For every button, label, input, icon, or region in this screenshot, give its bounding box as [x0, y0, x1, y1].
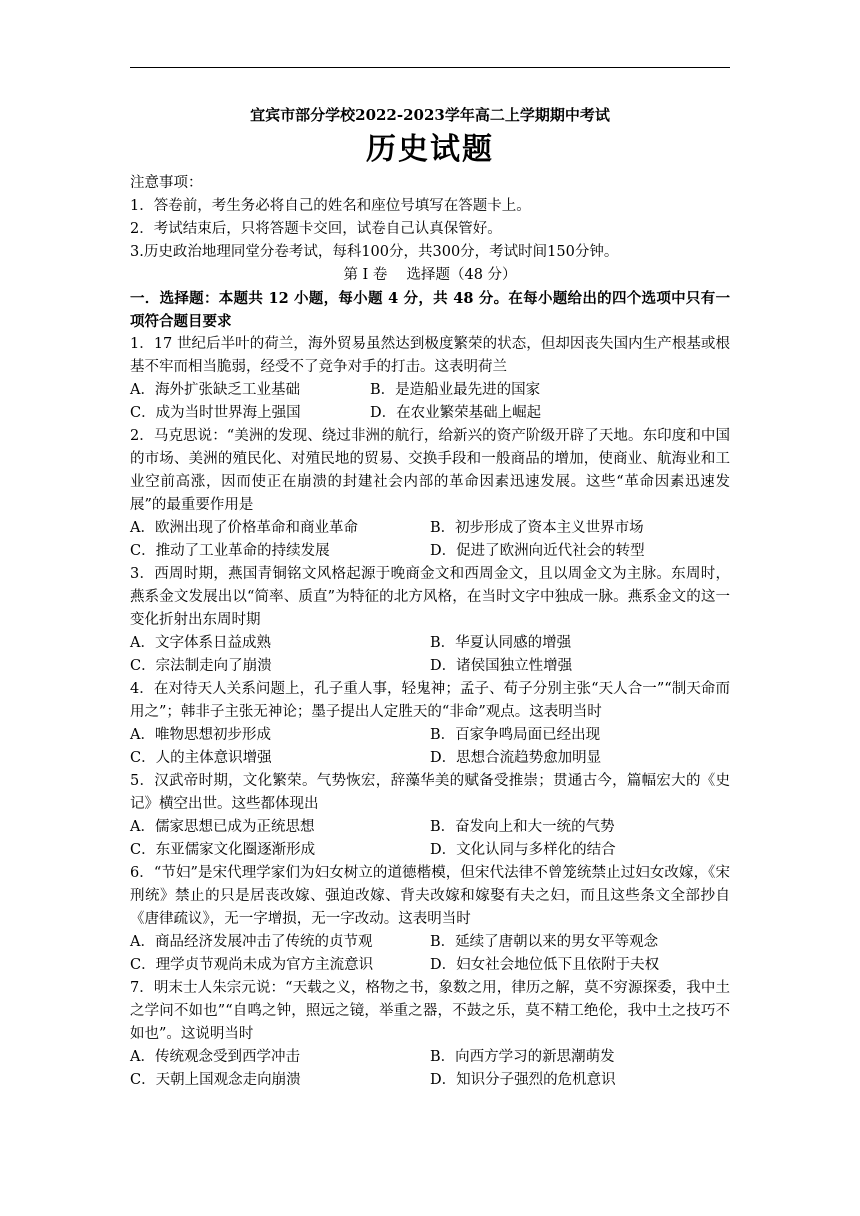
exam-subtitle: 宜宾市部分学校2022-2023学年高二上学期期中考试 [250, 106, 610, 124]
note-item: 2．考试结束后，只将答题卡交回，试卷自己认真保管好。 [130, 221, 502, 237]
question-stem-6: 6．“节妇”是宋代理学家们为妇女树立的道德楷模，但宋代法律不曾笼统禁止过妇女改嫁，《宋刑统》禁止的只是居丧改嫁、强迫改嫁、背夫改嫁和嫁娶有夫之妇，而且这些条文全部抄自《唐律疏议》，无一字增损，无一字改动。这表明当时 [130, 865, 730, 927]
notes-heading: 注意事项： [130, 175, 203, 191]
option-b: B．百家争鸣局面已经出现 [430, 727, 601, 743]
option-d: D．文化认同与多样化的结合 [430, 842, 616, 858]
question-stem-3: 3．西周时期，燕国青铜铭文风格起源于晚商金文和西周金文，且以周金文为主脉。东周时，燕系金文发展出以“简率、质直”为特征的北方风格，在当时文字中独成一脉。燕系金文的这一变化折射出东周时期 [130, 566, 730, 628]
exam-page [130, 100, 730, 1092]
note-item: 3.历史政治地理同堂分卷考试，每科100分，共300分，考试时间150分钟。 [130, 244, 619, 260]
section-heading: 第 I 卷 选择题（48 分） [343, 267, 517, 283]
option-c: C．东亚儒家文化圈逐渐形成 [130, 842, 316, 858]
option-d: D．在农业繁荣基础上崛起 [370, 405, 542, 421]
question-stem-7: 7．明末士人朱宗元说：“天载之义，格物之书，象数之用，律历之解，莫不穷源探委，我中土之学问不如也”“自鸣之钟，照远之镜，举重之器，不鼓之乐，莫不精工绝伦，我中土之技巧不如也”。这说明当时 [130, 980, 730, 1042]
option-a: A．文字体系日益成熟 [130, 635, 271, 651]
question-stem-2: 2．马克思说：“美洲的发现、绕过非洲的航行，给新兴的资产阶级开辟了天地。东印度和中国的市场、美洲的殖民化、对殖民地的贸易、交换手段和一般商品的增加，使商业、航海业和工业空前高涨，因而使正在崩溃的封建社会内部的革命因素迅速发展。这些“革命因素迅速发展”的最重要作用是 [130, 428, 730, 513]
option-b: B．奋发向上和大一统的气势 [430, 819, 615, 835]
option-a: A．商品经济发展冲击了传统的贞节观 [130, 934, 373, 950]
question-options-6 [130, 931, 730, 977]
option-a: A．传统观念受到西学冲击 [130, 1049, 300, 1065]
option-c: C．理学贞节观尚未成为官方主流意识 [130, 957, 374, 973]
header-rule [130, 67, 730, 68]
question-options-1 [130, 379, 730, 425]
option-b: B．初步形成了资本主义世界市场 [430, 520, 644, 536]
question-options-4 [130, 724, 730, 770]
exam-title: 历史试题 [366, 132, 494, 167]
option-c: C．推动了工业革命的持续发展 [130, 543, 330, 559]
option-a: A．儒家思想已成为正统思想 [130, 819, 315, 835]
option-c: C．天朝上国观念走向崩溃 [130, 1072, 301, 1088]
option-b: B．是造船业最先进的国家 [370, 382, 541, 398]
option-c: C．人的主体意识增强 [130, 750, 272, 766]
note-item: 1．答卷前，考生务必将自己的姓名和座位号填写在答题卡上。 [130, 198, 531, 214]
option-b: B．向西方学习的新思潮萌发 [430, 1049, 615, 1065]
question-options-2 [130, 517, 730, 563]
option-b: B．华夏认同感的增强 [430, 635, 572, 651]
option-a: A．唯物思想初步形成 [130, 727, 271, 743]
question-stem-4: 4．在对待天人关系问题上，孔子重人事，轻鬼神；孟子、荀子分别主张“天人合一”“制天命而用之”；韩非子主张无神论；墨子提出人定胜天的“非命”观点。这表明当时 [130, 681, 730, 720]
question-stem-5: 5．汉武帝时期，文化繁荣。气势恢宏，辞藻华美的赋备受推崇；贯通古今，篇幅宏大的《史记》横空出世。这些都体现出 [130, 773, 730, 812]
option-a: A．海外扩张缺乏工业基础 [130, 382, 300, 398]
question-options-5 [130, 816, 730, 862]
option-c: C．成为当时世界海上强国 [130, 405, 301, 421]
question-options-7 [130, 1046, 730, 1092]
question-stem-1: 1．17 世纪后半叶的荷兰，海外贸易虽然达到极度繁荣的状态，但却因丧失国内生产根基或根基不牢而相当脆弱，经受不了竞争对手的打击。这表明荷兰 [130, 336, 730, 375]
option-c: C．宗法制走向了崩溃 [130, 658, 272, 674]
option-d: D．诸侯国独立性增强 [430, 658, 573, 674]
option-d: D．促进了欧洲向近代社会的转型 [430, 543, 645, 559]
option-d: D．妇女社会地位低下且依附于夫权 [430, 957, 660, 973]
option-d: D．知识分子强烈的危机意识 [430, 1072, 616, 1088]
option-b: B．延续了唐朝以来的男女平等观念 [430, 934, 659, 950]
option-a: A．欧洲出现了价格革命和商业革命 [130, 520, 358, 536]
section-instruction: 一．选择题：本题共 12 小题，每小题 4 分，共 48 分。在每小题给出的四个选项中只有一项符合题目要求 [130, 290, 730, 330]
option-d: D．思想合流趋势愈加明显 [430, 750, 602, 766]
question-options-3 [130, 632, 730, 678]
